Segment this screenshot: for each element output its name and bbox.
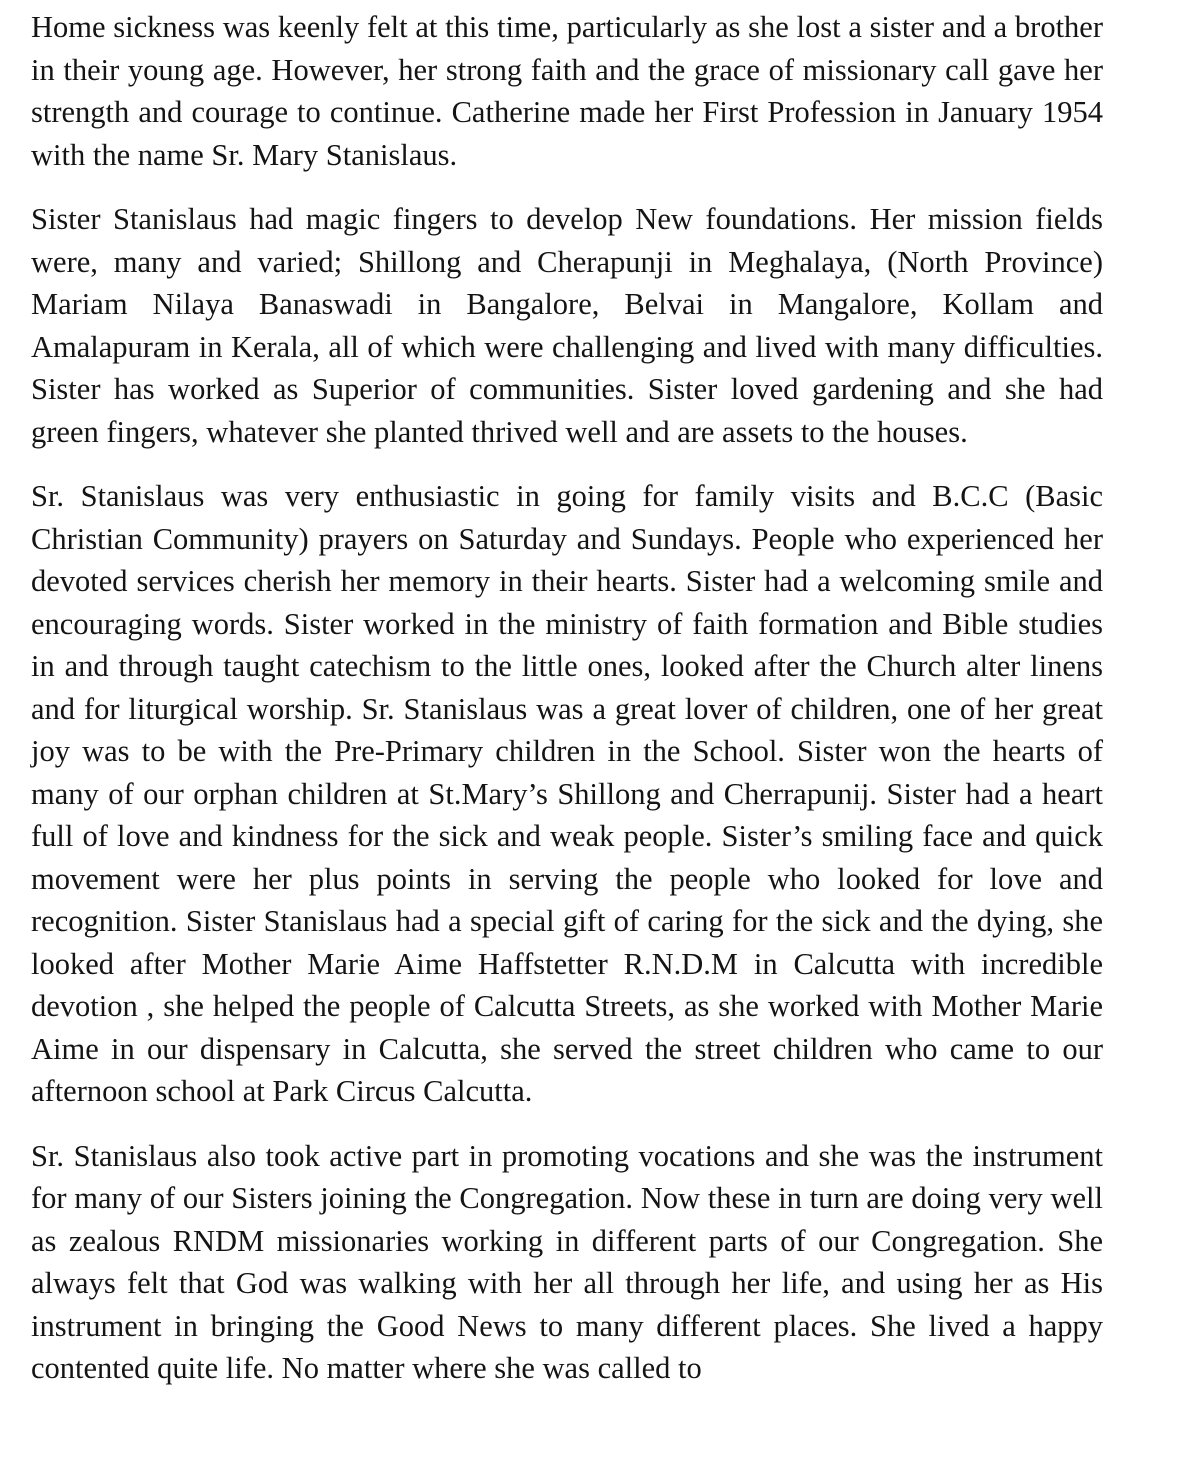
paragraph-vocations: Sr. Stanislaus also took active part in promoting vocations and she was the instrument for many of our Sisters joining the Congregation. Now these in turn are doing very well as zealous RNDM missionaries working in different parts of our Congregation. She always felt that God was walking with her all through her life, and using her as His instrument in bringing the Good News to many different places. She lived a happy contented quite life. No matter where she was called to bbox=[31, 1138, 1103, 1385]
paragraph-homesickness: Home sickness was keenly felt at this time, particularly as she lost a sister and a brother in their young age. However, her strong faith and the grace of missionary call gave her strength and courage to continue. Catherine made her First Profession in January 1954 with the name Sr. Mary Stanislaus. bbox=[31, 10, 1103, 172]
paragraph-ministry: Sr. Stanislaus was very enthusiastic in going for family visits and B.C.C (Basic Christian Community) prayers on Saturday and Sundays. People who experienced her devoted services cherish her memory in their hearts. Sister had a welcoming smile and encouraging words. Sister worked in the ministry of faith formation and Bible studies in and through taught catechism to the little ones, looked after the Church alter linens and for liturgical worship. Sr. Stanislaus was a great lover of children, one of her great joy was to be with the Pre-Primary children in the School. Sister won the hearts of many of our orphan children at St.Mary’s Shillong and Cherrapunij. Sister had a heart full of love and kindness for the sick and weak people. Sister’s smiling face and quick movement were her plus points in serving the people who looked for love and recognition. Sister Stanislaus had a special gift of caring for the sick and the dying, she looked after Mother Marie Aime Haffstetter R.N.D.M in Calcutta with incredible devotion , she helped the people of Calcutta Streets, as she worked with Mother Marie Aime in our dispensary in Calcutta, she served the street children who came to our afternoon school at Park Circus Calcutta. bbox=[31, 479, 1103, 1108]
document-page bbox=[31, 6, 1103, 1390]
paragraph-mission-fields: Sister Stanislaus had magic fingers to develop New foundations. Her mission fields were, many and varied; Shillong and Cherapunji in Meghalaya, (North Province) Mariam Nilaya Banaswadi in Bangalore, Belvai in Mangalore, Kollam and Amalapuram in Kerala, all of which were challenging and lived with many difficulties. Sister has worked as Superior of communities. Sister loved gardening and she had green fingers, whatever she planted thrived well and are assets to the houses. bbox=[31, 202, 1103, 449]
